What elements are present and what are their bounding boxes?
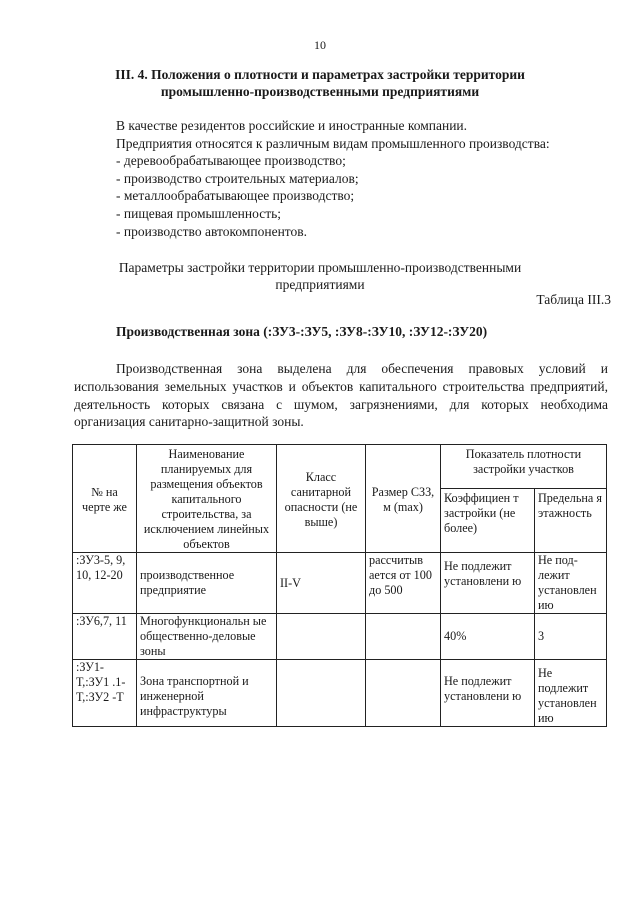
header-name: Наименование планируемых для размещения объектов капитального строительства, за исключением линейных объектов — [137, 445, 277, 553]
table-row — [73, 614, 607, 660]
cell-class: II-V — [277, 553, 366, 614]
section-heading — [70, 66, 570, 100]
cell-floors: Не подлежит установлен ию — [535, 660, 607, 727]
intro-list-item: - деревообрабатывающее производство; — [116, 153, 346, 169]
table-row — [73, 660, 607, 727]
page-number: 10 — [314, 38, 326, 52]
intro-list-item: - металлообрабатывающее производство; — [116, 188, 355, 204]
cell-class — [277, 614, 366, 660]
intro-line: Предприятия относятся к различным видам промышленного производства: — [116, 135, 550, 151]
header-floors: Предельна я этажность — [535, 489, 607, 553]
cell-coef: 40% — [441, 614, 535, 660]
table-row — [73, 553, 607, 614]
cell-size: рассчитыв ается от 100 до 500 — [366, 553, 441, 614]
table-header-row — [73, 445, 607, 489]
cell-floors: Не под-лежит установлен ию — [535, 553, 607, 614]
header-size: Размер СЗЗ, м (max) — [366, 445, 441, 553]
cell-name: Многофункциональн ые общественно-деловые зоны — [137, 614, 277, 660]
intro-text — [116, 117, 550, 240]
intro-list-item: - производство автокомпонентов. — [116, 223, 308, 239]
cell-num: :ЗУ1-Т,:ЗУ1 .1-Т,:ЗУ2 -Т — [73, 660, 137, 727]
intro-list-item: - производство строительных материалов; — [116, 170, 359, 186]
header-class: Класс санитарной опасности (не выше) — [277, 445, 366, 553]
section-heading-line-2: промышленно-производственными предприятиями — [160, 84, 480, 99]
cell-num: :ЗУ6,7, 11 — [73, 614, 137, 660]
cell-coef: Не подлежит установлени ю — [441, 660, 535, 727]
header-density-group: Показатель плотности застройки участков — [441, 445, 607, 489]
cell-size — [366, 660, 441, 727]
cell-coef: Не подлежит установлени ю — [441, 553, 535, 614]
params-caption-line-1: Параметры застройки территории промышленно-производственными — [118, 260, 522, 275]
zone-paragraph-text: Производственная зона выделена для обеспечения правовых условий и использования земельных участков и объектов капитального строительства предприятий, деятельность которых связана с шумом, загрязнениями, для которых необходима организация санитарно-защитной зоны. — [74, 361, 608, 430]
intro-line: В качестве резидентов российские и иностранные компании. — [116, 118, 468, 133]
params-caption-line-2: предприятиями — [275, 277, 365, 292]
intro-list-item: - пищевая промышленность; — [116, 205, 282, 221]
table-number: Таблица III.3 — [536, 292, 611, 307]
cell-name: Зона транспортной и инженерной инфраструктуры — [137, 660, 277, 727]
params-caption — [70, 259, 570, 293]
cell-name: производственное предприятие — [137, 553, 277, 614]
parameters-table — [72, 444, 607, 727]
cell-floors: 3 — [535, 614, 607, 660]
cell-class — [277, 660, 366, 727]
zone-paragraph — [74, 360, 608, 431]
section-heading-line-1: III. 4. Положения о плотности и параметрах застройки территории — [115, 67, 525, 82]
zone-title: Производственная зона (:ЗУ3-:ЗУ5, :ЗУ8-:ЗУ10, :ЗУ12-:ЗУ20) — [116, 324, 488, 339]
header-coef: Коэффициен т застройки (не более) — [441, 489, 535, 553]
cell-num: :ЗУ3-5, 9, 10, 12-20 — [73, 553, 137, 614]
cell-size — [366, 614, 441, 660]
header-num: № на черте же — [73, 445, 137, 553]
